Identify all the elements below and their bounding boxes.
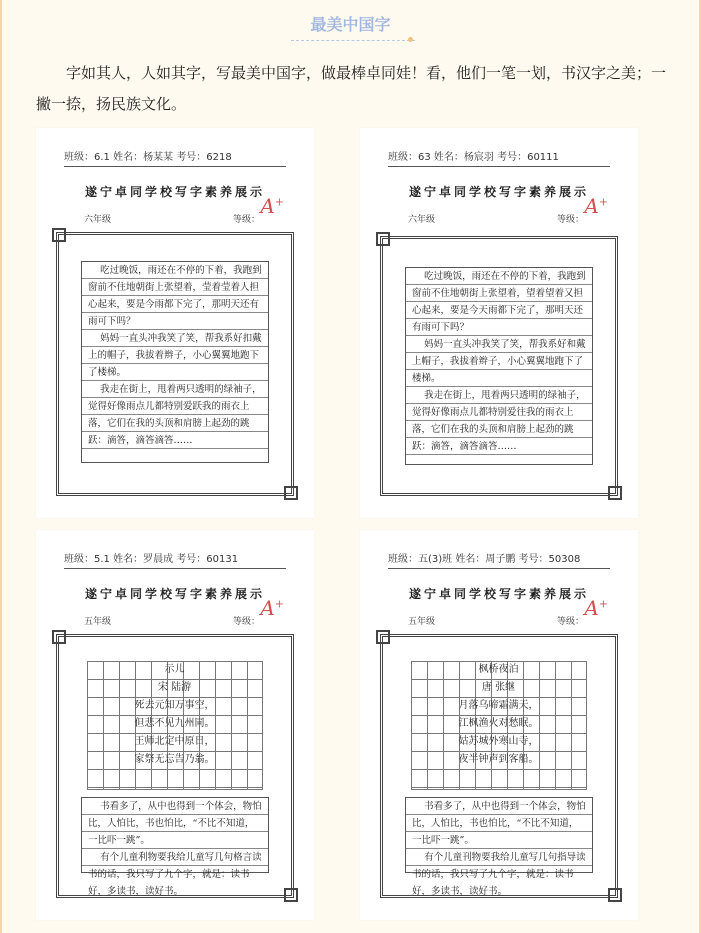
- essay-box: [405, 797, 593, 897]
- grade-label: 五年级: [84, 617, 112, 627]
- poem-line: 但悲不见九州同。: [134, 718, 215, 729]
- student-header: 班级：6.1 姓名：杨某某 考号：6218: [64, 148, 286, 167]
- poem-grid: [411, 661, 587, 790]
- student-header: 班级：5.1 姓名：罗晨成 考号：60131: [64, 550, 286, 569]
- poem-line: 宋 陆游: [157, 682, 192, 693]
- grade-label: 六年级: [84, 215, 112, 225]
- writing-paper: [380, 634, 618, 898]
- calligraphy-card-1: [36, 128, 314, 518]
- essay-text: 书看多了，从中也得到一个体会，物怕比，人怕比，书也怕比，“不比不知道，一比吓一跳”。 有个儿童利物要我给儿童写几句格言读书的话，我只写了九个字，就是：读书好，多读书，读好书。: [88, 801, 262, 897]
- essay-text: 吃过晚饭，雨还在不停的下着，我跑到窗前不住地朝街上张望着，望着望着又担心起来，要是今天雨都下完了，那明天还有雨可下吗？ 妈妈一直头冲我笑了笑，帮我系好和戴上帽子，我拔着辫子，小心翼翼地跑下了楼梯。 我走在街上，甩着两只透明的绿袖子，觉得好像雨点儿都特别爱往我的雨衣上落，它们在我的头顶和肩膀上起劲的跳跃：滴答，滴答滴答……: [412, 271, 586, 452]
- poem-line: 月落乌啼霜满天，: [458, 700, 539, 711]
- essay-box: [81, 261, 269, 463]
- student-header: 班级：五(3)班 姓名：周子鹏 考号：50308: [388, 550, 610, 569]
- essay-text: 吃过晚饭，雨还在不停的下着，我跑到窗前不住地朝街上张望着，莹着莹着人担心起来，要是今雨都下完了，那明天还有雨可下吗？ 妈妈一直头冲我笑了笑，帮我系好扣戴上的帽子，我拔着辫子，小心翼翼地跑下了楼梯。 我走在街上，甩着两只透明的绿袖子，觉得好像雨点儿都特别爱跃我的雨衣上落，它们在我的头顶和肩膀上起劲的跳跃：滴答，滴答滴答……: [88, 265, 262, 446]
- school-title: 遂宁卓同学校写字素养展示: [408, 185, 589, 199]
- poem-line: 姑苏城外寒山寺，: [458, 736, 539, 747]
- grade-mark: A+: [260, 596, 284, 620]
- grade-label: 六年级: [408, 215, 436, 225]
- rank-label: 等级：: [556, 215, 584, 225]
- essay-box: [405, 267, 593, 465]
- grade-mark: A+: [260, 194, 284, 218]
- intro-paragraph: 字如其人，人如其字，写最美中国字，做最棒卓同娃！看，他们一笔一划，书汉字之美；一撇一捺，扬民族文化。: [36, 64, 667, 113]
- writing-paper: [56, 232, 294, 496]
- poem-text: [87, 661, 262, 769]
- student-header: 班级：63 姓名：杨宸羽 考号：60111: [388, 148, 610, 167]
- essay-box: [81, 797, 269, 897]
- rank-label: 等级：: [232, 617, 260, 627]
- title-dot: [408, 37, 413, 42]
- writing-paper: [380, 236, 618, 496]
- title-divider: [291, 40, 415, 41]
- poem-line: 家祭无忘告乃翁。: [134, 754, 215, 765]
- poem-grid: [87, 661, 263, 790]
- writing-paper: [56, 634, 294, 898]
- essay-text: 书看多了，从中也得到一个体会，物怕比，人怕比，书也怕比，“不比不知道，一比吓一跳”。 有个儿童刊物要我给儿童写几句指导读书的话，我只写了九个字，就是：读书好，多读书，读好书。: [412, 801, 586, 897]
- poem-line: 唐 张继: [481, 682, 516, 693]
- grade-mark: A+: [584, 194, 608, 218]
- rank-label: 等级：: [556, 617, 584, 627]
- grade-label: 五年级: [408, 617, 436, 627]
- poem-line: 死去元知万事空，: [134, 700, 215, 711]
- calligraphy-card-3: [36, 530, 314, 920]
- section-title: 最美中国字: [310, 15, 391, 34]
- poem-line: 示儿: [164, 664, 185, 675]
- poem-line: 江枫渔火对愁眠。: [458, 718, 539, 729]
- school-title: 遂宁卓同学校写字素养展示: [408, 587, 589, 601]
- left-frame-line: [0, 0, 2, 933]
- school-title: 遂宁卓同学校写字素养展示: [84, 185, 265, 199]
- calligraphy-card-4: [360, 530, 638, 920]
- calligraphy-card-2: [360, 128, 638, 518]
- poem-line: 夜半钟声到客船。: [458, 754, 539, 765]
- grade-mark: A+: [584, 596, 608, 620]
- poem-line: 枫桥夜泊: [478, 664, 519, 675]
- rank-label: 等级：: [232, 215, 260, 225]
- school-title: 遂宁卓同学校写字素养展示: [84, 587, 265, 601]
- poem-text: [411, 661, 586, 769]
- poem-line: 王师北定中原日，: [134, 736, 215, 747]
